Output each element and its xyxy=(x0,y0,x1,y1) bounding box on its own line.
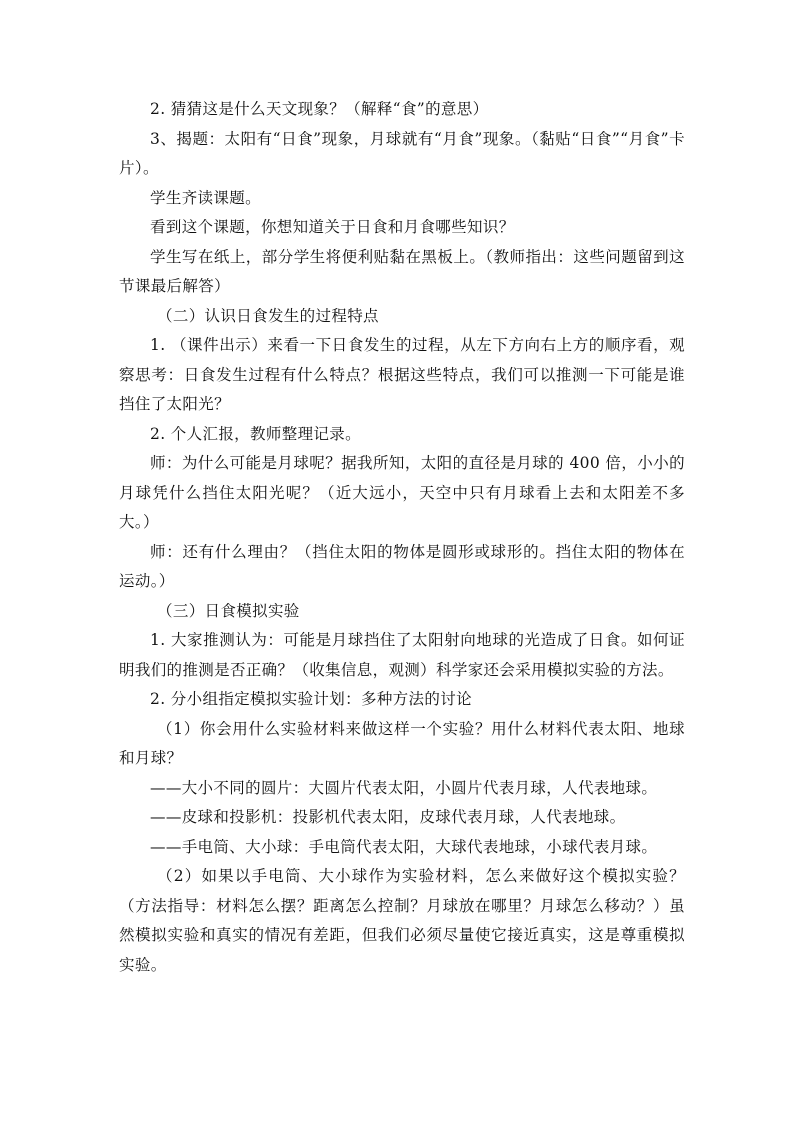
paragraph-why-moon: 师：为什么可能是月球呢？据我所知，太阳的直径是月球的 400 倍，小小的月球凭什么挡住太阳光呢？（近大远小，天空中只有月球看上去和太阳差不多大。） xyxy=(119,454,685,531)
paragraph-group-plan: 2. 分小组指定模拟实验计划：多种方法的讨论 xyxy=(150,690,472,708)
document-body xyxy=(119,95,685,980)
paragraph-materials-question: （1）你会用什么实验材料来做这样一个实验？用什么材料代表太阳、地球和月球？ xyxy=(119,719,685,767)
section-heading-simulation: （三）日食模拟实验 xyxy=(157,601,300,620)
list-item-ball-projector: ——皮球和投影机：投影机代表太阳，皮球代表月球，人代表地球。 xyxy=(150,808,626,826)
paragraph-other-reasons: 师：还有什么理由？（挡住太阳的物体是圆形或球形的。挡住太阳的物体在运动。） xyxy=(119,542,685,590)
list-item-flashlight-balls: ——手电筒、大小球：手电筒代表太阳，大球代表地球，小球代表月球。 xyxy=(150,837,658,856)
paragraph-sticky-notes: 学生写在纸上，部分学生将便利贴黏在黑板上。（教师指出：这些问题留到这节课最后解答） xyxy=(119,247,685,295)
paragraph-guess-phenomenon: 2. 猜猜这是什么天文现象？（解释“食”的意思） xyxy=(150,100,489,118)
paragraph-hypothesis: 1. 大家推测认为：可能是月球挡住了太阳射向地球的光造成了日食。如何证明我们的推测是否正确？（收集信息，观测）科学家还会采用模拟实验的方法。 xyxy=(119,631,685,679)
section-heading-eclipse-process: （二）认识日食发生的过程特点 xyxy=(157,306,379,325)
paragraph-individual-report: 2. 个人汇报，教师整理记录。 xyxy=(150,424,361,443)
paragraph-reveal-topic: 3、揭题：太阳有“日食”现象，月球就有“月食”现象。（黏贴“日食”“月食”卡片）。 xyxy=(119,129,685,177)
list-item-discs: ——大小不同的圆片：大圆片代表太阳，小圆片代表月球，人代表地球。 xyxy=(150,778,658,797)
paragraph-read-title: 学生齐读课题。 xyxy=(150,188,261,207)
paragraph-question-knowledge: 看到这个课题，你想知道关于日食和月食哪些知识？ xyxy=(150,218,515,236)
paragraph-courseware-process: 1. （课件出示）来看一下日食发生的过程，从左下方向右上方的顺序看，观察思考：日食发生过程有什么特点？根据这些特点，我们可以推测一下可能是谁挡住了太阳光？ xyxy=(119,336,685,413)
paragraph-simulation-method: （2）如果以手电筒、大小球作为实验材料，怎么来做好这个模拟实验？（方法指导：材料怎么摆？距离怎么控制？月球放在哪里？月球怎么移动？）虽然模拟实验和真实的情况有差距，但我们必须尽量使它接近真实，这是尊重模拟实验。 xyxy=(119,867,685,974)
